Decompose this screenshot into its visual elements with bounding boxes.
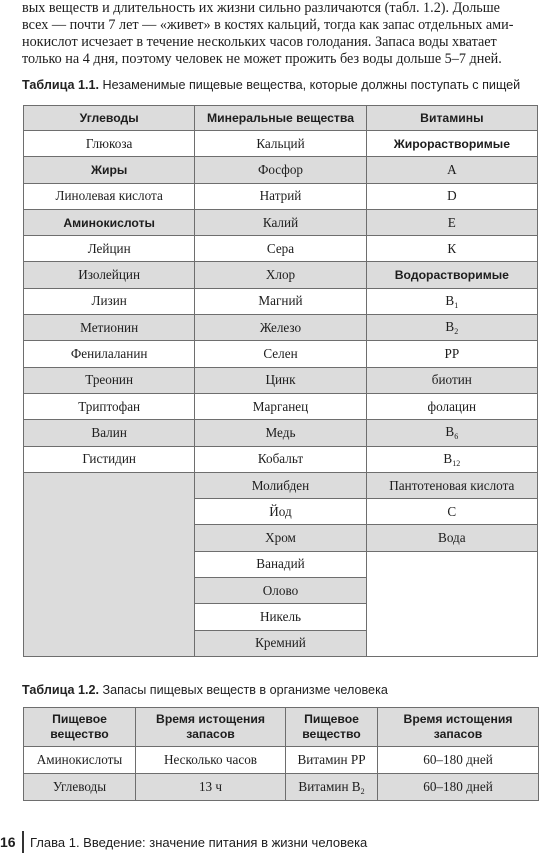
table1-cell: Натрий: [195, 183, 366, 209]
vitamin-subscript: 2: [454, 327, 459, 337]
table-row: [24, 183, 538, 209]
table2-cell: 60–180 дней: [378, 774, 539, 801]
header-line: запасов: [186, 727, 235, 741]
vitamin-name: B: [445, 424, 455, 440]
table1-cell: Калий: [195, 209, 366, 235]
table1-cell: Сера: [195, 236, 366, 262]
table1-cell: Аминокислоты: [24, 209, 195, 235]
vitamin-subscript: 1: [454, 300, 459, 310]
table2-caption: [22, 683, 388, 697]
table2-cell: 60–180 дней: [378, 747, 539, 774]
page-number: 16: [0, 834, 16, 850]
table1-cell: Линолевая кислота: [24, 183, 195, 209]
table1-cell: Жиры: [24, 157, 195, 183]
header-line: запасов: [433, 727, 483, 741]
table-row: [24, 157, 538, 183]
intro-line: всех — почти 7 лет — «живет» в костях кальций, тогда как запас отдельных ами-: [22, 17, 514, 33]
table1-cell: Магний: [195, 288, 366, 314]
vitamin-subscript: 2: [360, 786, 365, 796]
table-row: [24, 747, 539, 774]
table1-cell: Глюкоза: [24, 131, 195, 157]
table1-cell: Ванадий: [195, 551, 366, 577]
essential-nutrients-table: [23, 105, 538, 657]
table-row: [24, 393, 538, 419]
table1-cell: К: [366, 236, 537, 262]
table2-cell: Несколько часов: [136, 747, 286, 774]
table-row: [24, 367, 538, 393]
table1-header-carbs: Углеводы: [24, 106, 195, 131]
header-line: вещество: [302, 727, 361, 741]
table1-cell: Фосфор: [195, 157, 366, 183]
table-row: [24, 288, 538, 314]
vitamin-name: Витамин B: [298, 778, 361, 794]
table2-header: [24, 708, 136, 747]
table1-cell: Гистидин: [24, 446, 195, 472]
vitamin-name: B: [445, 292, 455, 308]
nutrient-reserves-table: [23, 707, 539, 801]
table1-empty-cell: [24, 472, 195, 656]
table1-cell: [366, 315, 537, 341]
table-row: [24, 236, 538, 262]
table1-cell: [366, 446, 537, 472]
page-footer: [0, 829, 552, 855]
table1-cell: Пантотеновая кислота: [366, 472, 537, 498]
table1-cell: D: [366, 183, 537, 209]
table1-header-vitamins: Витамины: [366, 106, 537, 131]
table1-cell: Валин: [24, 420, 195, 446]
table1-cell: Олово: [195, 578, 366, 604]
intro-line: только на 4 дня, поэтому человек не может прожить без воды дольше 5–7 дней.: [22, 51, 502, 67]
header-line: Время истощения: [156, 712, 265, 726]
table1-caption-text: Незаменимые пищевые вещества, которые должны поступать с пищей: [99, 78, 521, 92]
table1-cell: Кобальт: [195, 446, 366, 472]
table-row: [24, 341, 538, 367]
table1-cell: Метионин: [24, 315, 195, 341]
table1-cell: Триптофан: [24, 393, 195, 419]
table1-empty-cell: [366, 551, 537, 656]
table-row: [24, 420, 538, 446]
table1-cell: [366, 420, 537, 446]
table1-cell: Кальций: [195, 131, 366, 157]
vitamin-subscript: 6: [454, 432, 459, 442]
table-row: [24, 131, 538, 157]
table2-cell: Аминокислоты: [24, 747, 136, 774]
table2-cell: [286, 774, 378, 801]
intro-line: нокислот исчезает в течение нескольких часов голодания. Запаса воды хватает: [22, 34, 497, 50]
table-row: [24, 774, 539, 801]
header-line: вещество: [50, 727, 109, 741]
table1-cell: Треонин: [24, 367, 195, 393]
table1-cell: Цинк: [195, 367, 366, 393]
table2-cell: Углеводы: [24, 774, 136, 801]
table2-cell: 13 ч: [136, 774, 286, 801]
table1-cell: Фенилаланин: [24, 341, 195, 367]
table1-cell: Лизин: [24, 288, 195, 314]
table1-cell: Никель: [195, 604, 366, 630]
table1-cell: E: [366, 209, 537, 235]
table1-cell: фолацин: [366, 393, 537, 419]
table1-header-minerals: Минеральные вещества: [195, 106, 366, 131]
vitamin-name: B: [443, 450, 453, 466]
table2-cell: Витамин PP: [286, 747, 378, 774]
intro-line: вых веществ и длительность их жизни сильно различаются (табл. 1.2). Дольше: [22, 0, 500, 16]
table-row: [24, 446, 538, 472]
table1-cell: Изолейцин: [24, 262, 195, 288]
table-row: [24, 209, 538, 235]
vitamin-name: B: [445, 319, 455, 335]
table1-cell: PP: [366, 341, 537, 367]
table1-cell: Йод: [195, 499, 366, 525]
table1-cell: Медь: [195, 420, 366, 446]
table1-cell: Лейцин: [24, 236, 195, 262]
table1-cell: Марганец: [195, 393, 366, 419]
intro-paragraph: [22, 0, 544, 68]
table1-cell: Хлор: [195, 262, 366, 288]
table2-caption-label: Таблица 1.2.: [22, 683, 99, 697]
table1-cell: Селен: [195, 341, 366, 367]
table1-cell: Железо: [195, 315, 366, 341]
header-line: Пищевое: [304, 712, 359, 726]
header-line: Пищевое: [52, 712, 107, 726]
table1-cell: С: [366, 499, 537, 525]
vitamin-subscript: 12: [452, 458, 461, 468]
chapter-title: Глава 1. Введение: значение питания в жизни человека: [30, 835, 368, 850]
table1-cell: биотин: [366, 367, 537, 393]
table1-caption: [22, 78, 520, 92]
table-row: [24, 315, 538, 341]
table1-cell: Хром: [195, 525, 366, 551]
table2-header: [286, 708, 378, 747]
table1-cell: A: [366, 157, 537, 183]
header-line: Время истощения: [403, 712, 513, 726]
table2-header: [378, 708, 539, 747]
table-row: [24, 262, 538, 288]
table2-header: [136, 708, 286, 747]
table2-caption-text: Запасы пищевых веществ в организме человека: [99, 683, 388, 697]
table1-cell: Жирорастворимые: [366, 131, 537, 157]
table1-cell: [366, 288, 537, 314]
table-row: [24, 472, 538, 498]
table1-cell: Кремний: [195, 630, 366, 656]
table1-cell: Вода: [366, 525, 537, 551]
table1-cell: Водорастворимые: [366, 262, 537, 288]
table1-cell: Молибден: [195, 472, 366, 498]
table1-caption-label: Таблица 1.1.: [22, 78, 99, 92]
footer-divider: [22, 831, 24, 853]
